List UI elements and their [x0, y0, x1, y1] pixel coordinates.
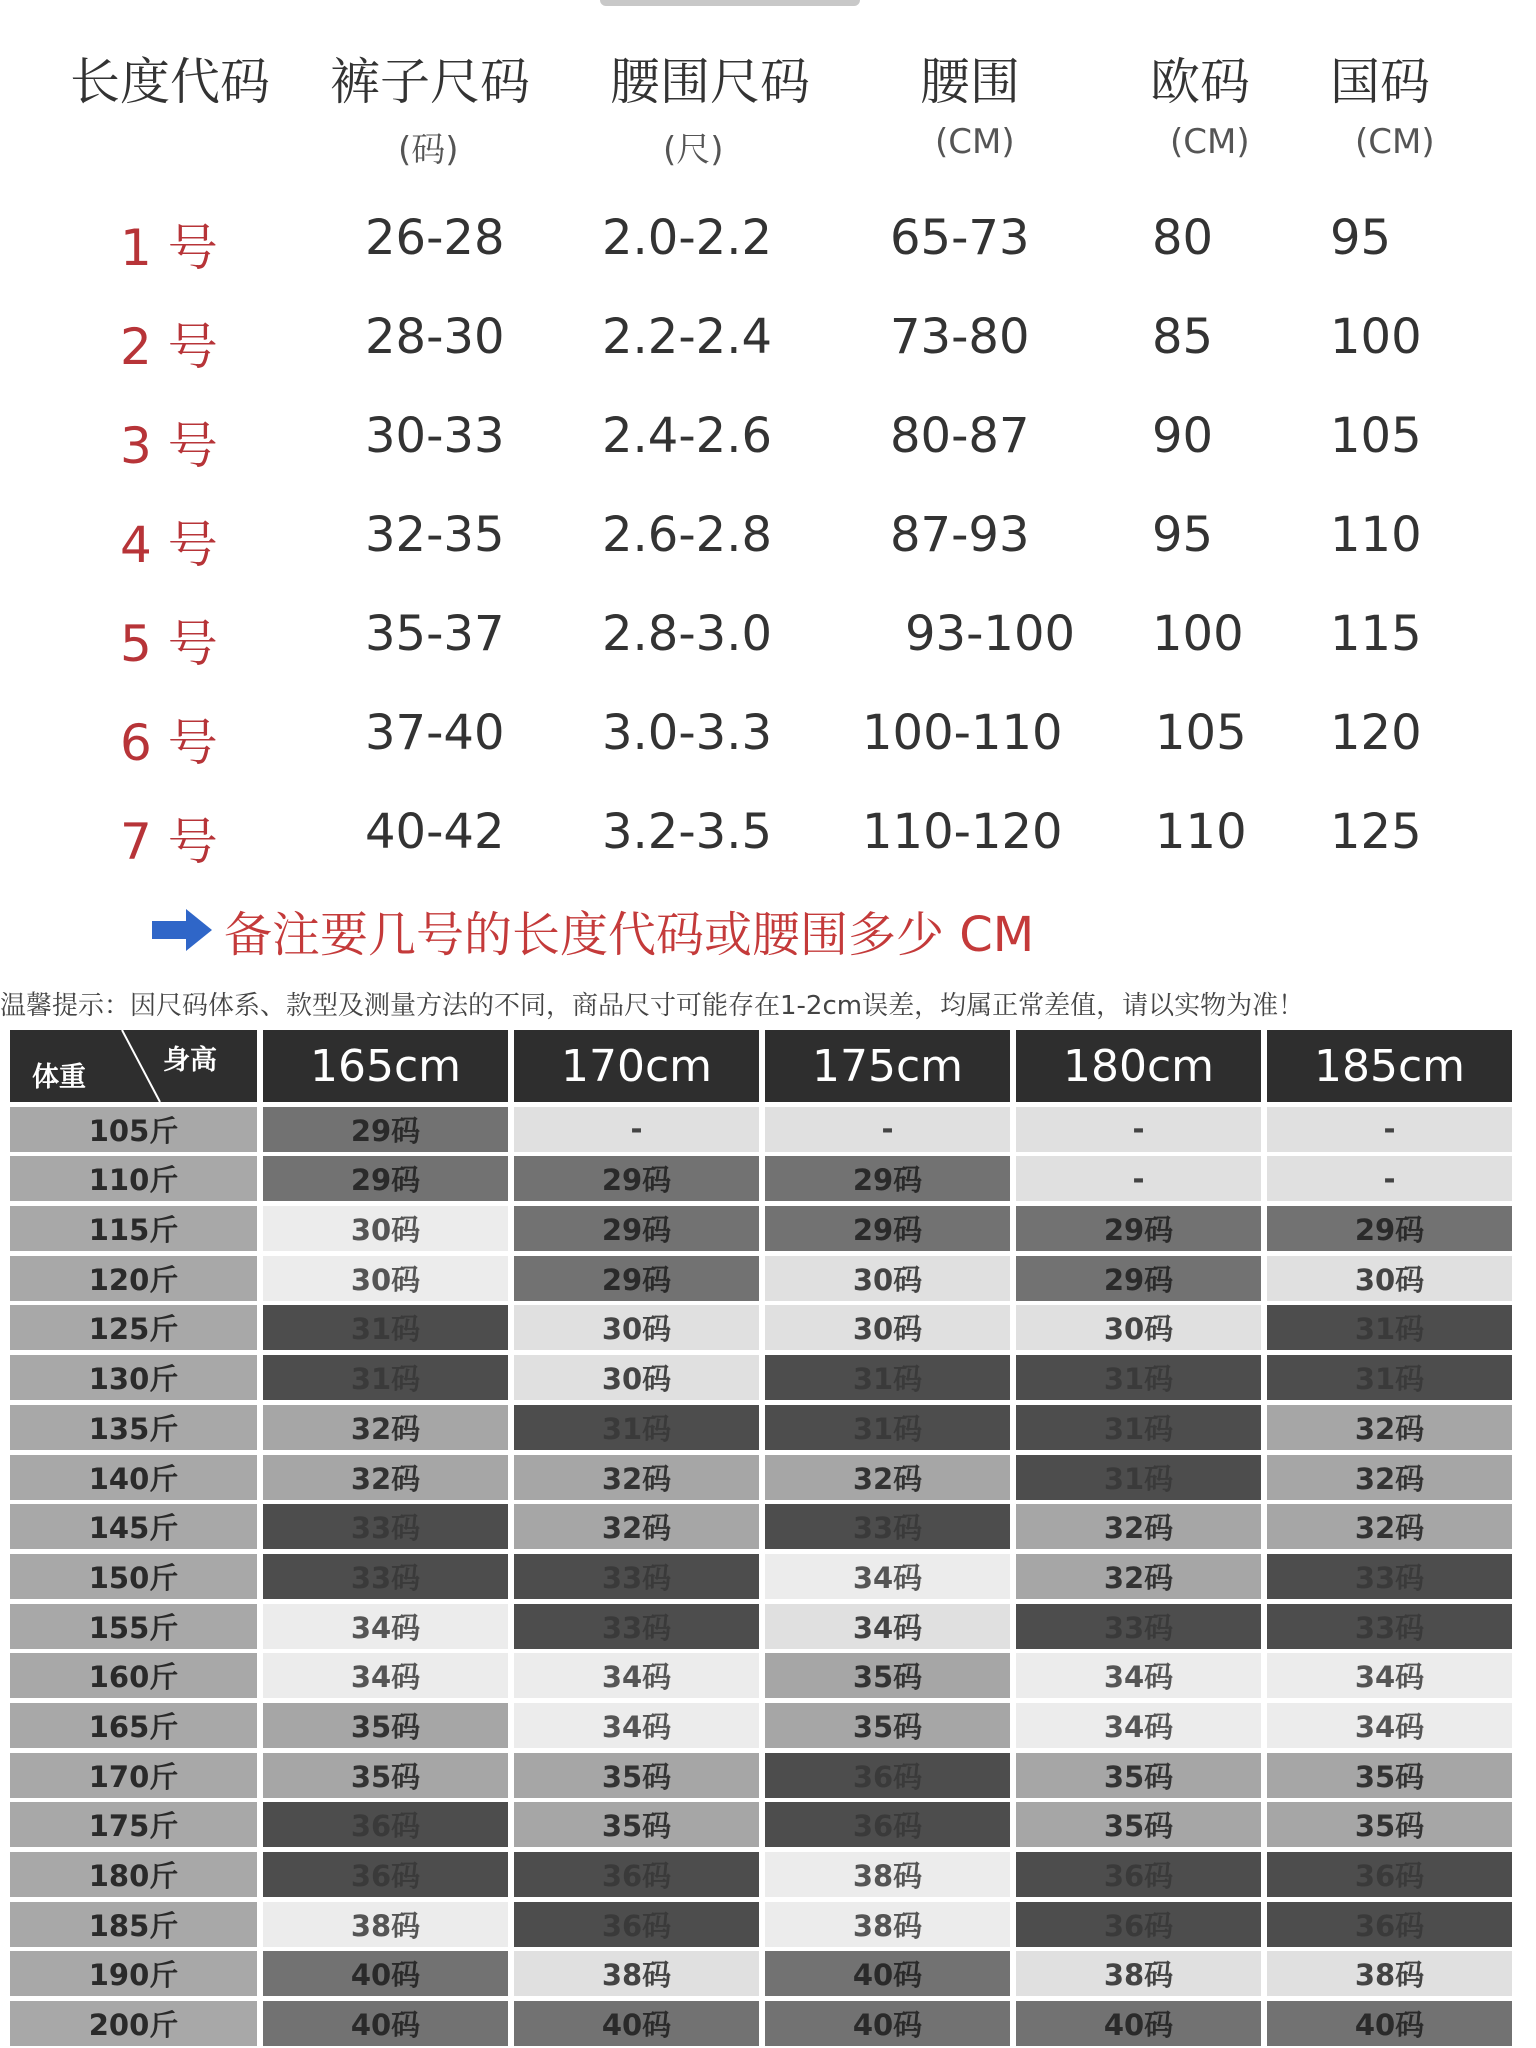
size-cell: 29码: [263, 1156, 508, 1201]
header-code: 长度代码: [70, 53, 270, 111]
size-cell: 33码: [1267, 1554, 1512, 1599]
size-cell: 35码: [1016, 1802, 1261, 1847]
height-header: 170cm: [514, 1030, 759, 1102]
size-cell: 30码: [514, 1355, 759, 1400]
size-cell: 29码: [1016, 1256, 1261, 1301]
size-cell: 40码: [765, 1951, 1010, 1996]
size-cell: -: [514, 1107, 759, 1152]
corner-height-label: 身高: [163, 1045, 217, 1076]
size-cell: 32码: [514, 1504, 759, 1549]
header-unit-waist-cm: (CM): [935, 122, 1015, 162]
size-cell: 38码: [1016, 1951, 1261, 1996]
size-cell: 33码: [263, 1554, 508, 1599]
cell-waist-chi: 2.2-2.4: [602, 309, 772, 365]
length-code: 1 号: [120, 219, 218, 277]
cell-waist-chi: 3.0-3.3: [602, 705, 772, 761]
size-cell: -: [1016, 1107, 1261, 1152]
note-banner: [150, 895, 1034, 965]
header-waist-chi: 腰围尺码: [610, 53, 810, 111]
size-cell: 29码: [514, 1256, 759, 1301]
cell-waist-chi: 2.6-2.8: [602, 507, 772, 563]
size-cell: 36码: [1267, 1852, 1512, 1897]
size-cell: 31码: [1016, 1405, 1261, 1450]
size-cell: 32码: [1267, 1405, 1512, 1450]
height-header: 180cm: [1016, 1030, 1261, 1102]
size-cell: 32码: [1016, 1554, 1261, 1599]
height-header: 165cm: [263, 1030, 508, 1102]
size-cell: 36码: [263, 1852, 508, 1897]
size-cell: 35码: [514, 1753, 759, 1798]
length-code: 6 号: [120, 714, 218, 772]
cell-eu: 95: [1152, 507, 1214, 563]
grid-corner: [10, 1030, 257, 1102]
size-cell: 40码: [1267, 2001, 1512, 2046]
length-code: 7 号: [120, 813, 218, 871]
size-cell: 35码: [514, 1802, 759, 1847]
size-cell: 40码: [514, 2001, 759, 2046]
size-cell: 38码: [765, 1902, 1010, 1947]
weight-label: 200斤: [10, 2001, 257, 2046]
cell-cn: 110: [1330, 507, 1422, 563]
size-cell: -: [765, 1107, 1010, 1152]
cell-eu: 80: [1152, 210, 1214, 266]
weight-label: 155斤: [10, 1604, 257, 1649]
size-cell: 31码: [1267, 1305, 1512, 1350]
size-cell: 30码: [263, 1256, 508, 1301]
size-cell: 34码: [1016, 1653, 1261, 1698]
cell-pants: 28-30: [365, 309, 505, 365]
size-cell: 34码: [765, 1554, 1010, 1599]
length-code: 4 号: [120, 516, 218, 574]
header-pants: 裤子尺码: [330, 53, 530, 111]
weight-label: 160斤: [10, 1653, 257, 1698]
size-cell: 32码: [765, 1455, 1010, 1500]
header-unit-eu: (CM): [1170, 122, 1250, 162]
weight-label: 185斤: [10, 1902, 257, 1947]
size-cell: 38码: [765, 1852, 1010, 1897]
size-cell: 29码: [514, 1156, 759, 1201]
size-cell: 32码: [1267, 1504, 1512, 1549]
cell-waist-cm: 87-93: [890, 507, 1030, 563]
length-code: 5 号: [120, 615, 218, 673]
size-cell: -: [1016, 1156, 1261, 1201]
size-cell: 33码: [514, 1604, 759, 1649]
size-cell: 30码: [514, 1305, 759, 1350]
cell-waist-chi: 2.0-2.2: [602, 210, 772, 266]
size-cell: 31码: [1016, 1355, 1261, 1400]
size-cell: 38码: [1267, 1951, 1512, 1996]
weight-label: 105斤: [10, 1107, 257, 1152]
length-code: 3 号: [120, 417, 218, 475]
cell-waist-chi: 2.4-2.6: [602, 408, 772, 464]
size-cell: 33码: [1016, 1604, 1261, 1649]
size-cell: 36码: [1016, 1852, 1261, 1897]
cell-waist-cm: 80-87: [890, 408, 1030, 464]
size-cell: 31码: [1267, 1355, 1512, 1400]
size-cell: 30码: [1267, 1256, 1512, 1301]
size-cell: 35码: [263, 1753, 508, 1798]
height-header: 175cm: [765, 1030, 1010, 1102]
cell-eu: 85: [1152, 309, 1214, 365]
size-cell: 40码: [1016, 2001, 1261, 2046]
size-cell: 32码: [1016, 1504, 1261, 1549]
size-cell: 29码: [514, 1206, 759, 1251]
cell-waist-cm: 65-73: [890, 210, 1030, 266]
size-cell: 34码: [514, 1653, 759, 1698]
cell-waist-cm: 100-110: [862, 705, 1063, 761]
size-cell: 35码: [263, 1703, 508, 1748]
cell-cn: 95: [1330, 210, 1392, 266]
height-header: 185cm: [1267, 1030, 1512, 1102]
weight-label: 120斤: [10, 1256, 257, 1301]
size-cell: 34码: [263, 1604, 508, 1649]
size-cell: 40码: [263, 1951, 508, 1996]
cell-waist-cm: 110-120: [862, 804, 1063, 860]
cell-waist-chi: 3.2-3.5: [602, 804, 772, 860]
header-waist-cm: 腰围: [920, 53, 1020, 111]
size-cell: 36码: [1267, 1902, 1512, 1947]
size-cell: 36码: [1016, 1902, 1261, 1947]
cell-cn: 105: [1330, 408, 1422, 464]
size-cell: 35码: [1267, 1802, 1512, 1847]
weight-label: 145斤: [10, 1504, 257, 1549]
cell-pants: 37-40: [365, 705, 505, 761]
size-cell: 30码: [765, 1256, 1010, 1301]
size-cell: 29码: [263, 1107, 508, 1152]
cell-waist-chi: 2.8-3.0: [602, 606, 772, 662]
size-cell: -: [1267, 1107, 1512, 1152]
tip-text: 温馨提示：因尺码体系、款型及测量方法的不同，商品尺寸可能存在1-2cm误差，均属正常差值，请以实物为准！: [0, 991, 1305, 1021]
cell-eu: 110: [1155, 804, 1247, 860]
cell-cn: 115: [1330, 606, 1422, 662]
weight-label: 190斤: [10, 1951, 257, 1996]
weight-label: 150斤: [10, 1554, 257, 1599]
weight-label: 165斤: [10, 1703, 257, 1748]
weight-label: 175斤: [10, 1802, 257, 1847]
cell-pants: 30-33: [365, 408, 505, 464]
size-cell: 32码: [263, 1405, 508, 1450]
corner-weight-label: 体重: [32, 1062, 86, 1093]
header-eu: 欧码: [1150, 53, 1250, 111]
weight-label: 115斤: [10, 1206, 257, 1251]
size-cell: 31码: [263, 1305, 508, 1350]
size-cell: 36码: [263, 1802, 508, 1847]
size-cell: 34码: [1267, 1653, 1512, 1698]
size-cell: -: [1267, 1156, 1512, 1201]
cell-waist-cm: 93-100: [905, 606, 1076, 662]
size-cell: 35码: [765, 1703, 1010, 1748]
cell-pants: 35-37: [365, 606, 505, 662]
cell-eu: 90: [1152, 408, 1214, 464]
weight-label: 110斤: [10, 1156, 257, 1201]
cell-pants: 40-42: [365, 804, 505, 860]
size-cell: 30码: [263, 1206, 508, 1251]
size-cell: 35码: [1267, 1753, 1512, 1798]
size-cell: 34码: [514, 1703, 759, 1748]
size-cell: 32码: [263, 1455, 508, 1500]
size-cell: 32码: [1267, 1455, 1512, 1500]
size-cell: 35码: [1016, 1753, 1261, 1798]
size-cell: 30码: [1016, 1305, 1261, 1350]
cell-pants: 26-28: [365, 210, 505, 266]
size-cell: 34码: [1267, 1703, 1512, 1748]
size-cell: 40码: [765, 2001, 1010, 2046]
header-unit-waist-chi: (尺): [663, 130, 724, 170]
size-table: [0, 0, 1536, 880]
weight-height-grid: [10, 1030, 1526, 2046]
size-cell: 34码: [765, 1604, 1010, 1649]
note-text: 备注要几号的长度代码或腰围多少 CM: [224, 906, 1035, 963]
header-cn: 国码: [1330, 53, 1430, 111]
cell-pants: 32-35: [365, 507, 505, 563]
size-cell: 30码: [765, 1305, 1010, 1350]
weight-label: 125斤: [10, 1305, 257, 1350]
size-cell: 34码: [1016, 1703, 1261, 1748]
size-cell: 31码: [765, 1355, 1010, 1400]
weight-label: 140斤: [10, 1455, 257, 1500]
size-cell: 36码: [765, 1753, 1010, 1798]
size-cell: 31码: [765, 1405, 1010, 1450]
weight-label: 130斤: [10, 1355, 257, 1400]
arrow-right-icon: [150, 907, 214, 953]
size-cell: 38码: [514, 1951, 759, 1996]
size-cell: 33码: [263, 1504, 508, 1549]
size-cell: 36码: [514, 1902, 759, 1947]
size-cell: 40码: [263, 2001, 508, 2046]
header-unit-cn: (CM): [1355, 122, 1435, 162]
size-cell: 36码: [765, 1802, 1010, 1847]
size-cell: 29码: [1016, 1206, 1261, 1251]
cell-eu: 105: [1155, 705, 1247, 761]
size-cell: 33码: [1267, 1604, 1512, 1649]
size-cell: 33码: [765, 1504, 1010, 1549]
size-cell: 35码: [765, 1653, 1010, 1698]
header-unit-pants: (码): [398, 130, 459, 170]
length-code: 2 号: [120, 318, 218, 376]
cell-waist-cm: 73-80: [890, 309, 1030, 365]
size-cell: 29码: [765, 1156, 1010, 1201]
size-cell: 36码: [514, 1852, 759, 1897]
cell-cn: 100: [1330, 309, 1422, 365]
size-cell: 29码: [1267, 1206, 1512, 1251]
weight-label: 135斤: [10, 1405, 257, 1450]
size-cell: 29码: [765, 1206, 1010, 1251]
size-cell: 34码: [263, 1653, 508, 1698]
size-cell: 31码: [514, 1405, 759, 1450]
size-cell: 32码: [514, 1455, 759, 1500]
cell-cn: 125: [1330, 804, 1422, 860]
size-cell: 33码: [514, 1554, 759, 1599]
weight-label: 170斤: [10, 1753, 257, 1798]
size-cell: 31码: [1016, 1455, 1261, 1500]
size-cell: 38码: [263, 1902, 508, 1947]
cell-eu: 100: [1152, 606, 1244, 662]
weight-label: 180斤: [10, 1852, 257, 1897]
size-cell: 31码: [263, 1355, 508, 1400]
cell-cn: 120: [1330, 705, 1422, 761]
